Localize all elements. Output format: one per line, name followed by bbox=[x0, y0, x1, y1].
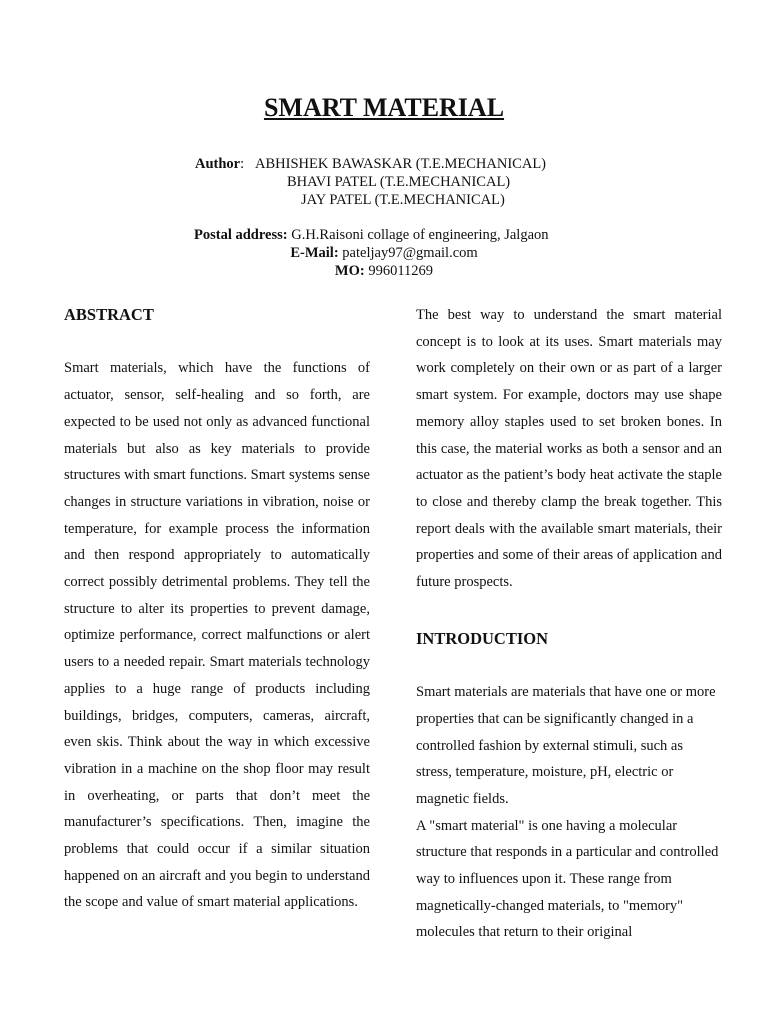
author-block: Author: ABHISHEK BAWASKAR (T.E.MECHANICAL) BHAVI PATEL (T.E.MECHANICAL) JAY PATEL (T.E.MECHANICAL) bbox=[195, 156, 547, 208]
abstract-text: Smart materials, which have the functions of actuator, sensor, self-healing and so forth, are expected to be used not only as advanced functional materials but also as key materials to provide structures with smart functions. Smart systems sense changes in structure variations in vibration, noise or temperature, for example process the information and then respond appropriately to automatically correct possibly detrimental problems. They tell the structure to alter its properties to prevent damage, optimize performance, correct malfunctions or alert users to a needed repair. Smart materials technology applies to a huge range of products including buildings, bridges, computers, cameras, aircraft, even skis. Think about the way in which excessive vibration in a machine on the shop floor may result in overheating, or parts that don’t meet the manufacturer’s specifications. Then, imagine the problems that could occur if a similar situation happened on an aircraft and you begin to understand the scope and value of smart material applications. bbox=[64, 360, 370, 911]
right-column bbox=[416, 302, 722, 946]
mobile-label: MO: bbox=[334, 263, 365, 279]
mobile-number: 996011269 bbox=[368, 263, 434, 279]
introduction-heading: INTRODUCTION bbox=[416, 628, 549, 648]
author-name-2: BHAVI PATEL (T.E.MECHANICAL) bbox=[287, 174, 511, 190]
abstract-heading: ABSTRACT bbox=[64, 305, 154, 324]
introduction-paragraph-2: A "smart material" is one having a molecular structure that responds in a particular and controlled way to influences upon it. These range from magnetically-changed materials, to "memory" molecules that return to their original bbox=[416, 817, 719, 941]
uses-paragraph: The best way to understand the smart material concept is to look at its uses. Smart materials may work completely on their own or as part of a larger smart system. For example, doctors may use shape memory alloy staples used to set broken bones. In this case, the material works as both a sensor and an actuator as the patient’s body heat activate the staple to close and thereby clamp the break together. This report deals with the available smart materials, their properties and some of their areas of application and future prospects. bbox=[416, 307, 722, 591]
author-name-1: ABHISHEK BAWASKAR (T.E.MECHANICAL) bbox=[255, 156, 547, 172]
paper-title: SMART MATERIAL bbox=[263, 93, 505, 122]
author-name-3: JAY PATEL (T.E.MECHANICAL) bbox=[301, 192, 505, 208]
contact-block bbox=[0, 226, 768, 280]
introduction-paragraph-1: Smart materials are materials that have one or more properties that can be significantly changed in a controlled fashion by external stimuli, such as stress, temperature, moisture, pH, electric or magnetic fields. bbox=[416, 684, 716, 807]
email-address: pateljay97@gmail.com bbox=[342, 245, 478, 261]
left-column bbox=[64, 302, 370, 916]
postal-address: G.H.Raisoni collage of engineering, Jalgaon bbox=[291, 227, 549, 243]
postal-label: Postal address: bbox=[194, 227, 288, 243]
author-label: Author bbox=[195, 156, 241, 172]
email-label: E-Mail: bbox=[290, 245, 339, 261]
